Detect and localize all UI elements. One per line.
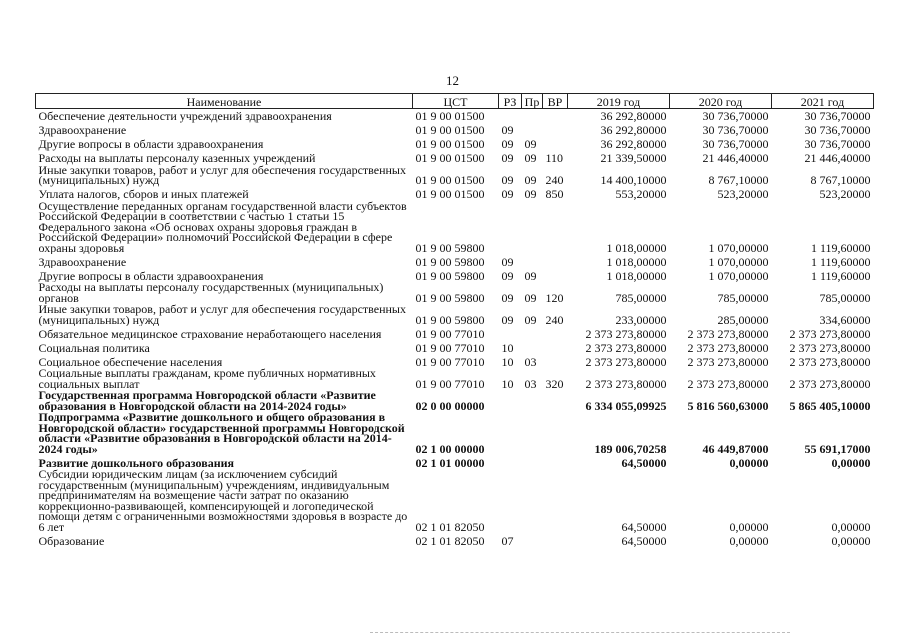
- row-value-2020: 46 449,87000: [702, 441, 769, 455]
- row-value-2020: 2 373 273,80000: [687, 354, 769, 368]
- row-pr: 09: [524, 137, 537, 151]
- row-vr: 320: [545, 376, 564, 390]
- header-pr: Пр: [522, 94, 543, 109]
- table-row: [36, 412, 874, 455]
- row-name: Подпрограмма «Развитие дошкольного и общего образования в Новгородской области» государственной программы Новгородской области «Развитие образования в Новгородской области на 2014-2024 годы»: [38, 412, 405, 455]
- row-value-2020: 1 070,00000: [708, 240, 769, 254]
- row-value-2019: 189 006,70258: [594, 441, 667, 455]
- row-rz: 09: [501, 173, 514, 187]
- row-pr: [522, 469, 543, 533]
- row-vr: 120: [545, 290, 564, 304]
- row-value-2021: 8 767,10000: [810, 173, 871, 187]
- header-rz: РЗ: [499, 94, 522, 109]
- row-value-2021: 2 373 273,80000: [789, 340, 871, 354]
- row-value-2019: 36 292,80000: [600, 109, 667, 123]
- row-vr: [543, 268, 568, 282]
- row-name: Социальное обеспечение населения: [38, 354, 223, 368]
- row-cst: 01 9 00 01500: [415, 173, 485, 187]
- row-value-2020: 30 736,70000: [702, 137, 769, 151]
- table-row: [36, 282, 874, 304]
- row-vr: [543, 201, 568, 255]
- scan-artifact-line: [370, 632, 790, 634]
- row-value-2020: 8 767,10000: [708, 173, 769, 187]
- row-rz: 10: [501, 376, 514, 390]
- row-rz: 10: [501, 340, 514, 354]
- row-value-2020: 0,00000: [729, 519, 769, 533]
- row-cst: 02 1 01 00000: [415, 455, 485, 469]
- row-value-2019: 785,00000: [615, 290, 667, 304]
- row-name: Другие вопросы в области здравоохранения: [38, 268, 264, 282]
- row-vr: [543, 109, 568, 123]
- row-name: Субсидии юридическим лицам (за исключением субсидий государственным (муниципальным) учреждениям, индивидуальным предпринимателям на возмещение части затрат по оказанию коррекционно-развивающей, компенсирующей и логопедической помощи детям с ограниченными возможностями здоровья в возрасте до 6 лет: [38, 469, 408, 533]
- row-pr: [522, 390, 543, 412]
- row-value-2020: 1 070,00000: [708, 254, 769, 268]
- table-row: [36, 390, 874, 412]
- row-value-2020: 2 373 273,80000: [687, 376, 769, 390]
- row-pr: 09: [524, 173, 537, 187]
- row-name: Социальная политика: [38, 340, 150, 354]
- row-pr: [522, 254, 543, 268]
- table-row: [36, 165, 874, 187]
- row-value-2021: 21 446,40000: [804, 151, 871, 165]
- row-value-2021: 30 736,70000: [804, 137, 871, 151]
- row-name: Осуществление переданных органам государственной власти субъектов Российской Федерации в соответствии с частью 1 статьи 15 Федерального закона «Об основах охраны здоровья граждан в Российской Федерации» полномочий Российской Федерации в сфере охраны здоровья: [38, 200, 407, 254]
- row-value-2019: 2 373 273,80000: [585, 326, 667, 340]
- row-vr: 850: [545, 187, 564, 201]
- row-vr: [543, 340, 568, 354]
- row-cst: 01 9 00 01500: [415, 123, 485, 137]
- header-2021: 2021 год: [772, 94, 874, 109]
- row-value-2021: 2 373 273,80000: [789, 376, 871, 390]
- row-vr: [543, 412, 568, 455]
- row-value-2019: 1 018,00000: [606, 254, 667, 268]
- table-body: [36, 109, 874, 548]
- row-value-2021: 5 865 405,10000: [789, 398, 871, 412]
- row-vr: [543, 533, 568, 547]
- row-value-2021: 0,00000: [831, 455, 871, 469]
- table-row: [36, 340, 874, 354]
- row-value-2020: 785,00000: [717, 290, 769, 304]
- row-value-2020: 30 736,70000: [702, 109, 769, 123]
- row-rz: [499, 109, 522, 123]
- row-value-2019: 233,00000: [615, 312, 667, 326]
- row-name: Обязательное медицинское страхование неработающего населения: [38, 326, 382, 340]
- row-cst: 01 9 00 01500: [415, 151, 485, 165]
- row-cst: 01 9 00 59800: [415, 268, 485, 282]
- header-name: Наименование: [36, 94, 413, 109]
- row-pr: [522, 326, 543, 340]
- row-value-2021: 30 736,70000: [804, 123, 871, 137]
- row-rz: [499, 390, 522, 412]
- row-pr: [522, 533, 543, 547]
- row-vr: [543, 254, 568, 268]
- table-row: [36, 455, 874, 469]
- row-rz: [499, 455, 522, 469]
- row-rz: 09: [501, 254, 514, 268]
- row-value-2019: 64,50000: [621, 519, 667, 533]
- row-rz: [499, 326, 522, 340]
- row-value-2021: 1 119,60000: [810, 268, 871, 282]
- row-pr: [522, 340, 543, 354]
- row-name: Государственная программа Новгородской области «Развитие образования в Новгородской области на 2014-2024 годы»: [38, 390, 376, 412]
- row-pr: 09: [524, 268, 537, 282]
- row-value-2021: 0,00000: [831, 533, 871, 547]
- table-row: [36, 137, 874, 151]
- table-row: [36, 533, 874, 547]
- row-value-2019: 2 373 273,80000: [585, 340, 667, 354]
- row-cst: 02 0 00 00000: [415, 398, 485, 412]
- row-cst: 01 9 00 77010: [415, 376, 485, 390]
- row-cst: 01 9 00 01500: [415, 109, 485, 123]
- row-cst: 01 9 00 59800: [415, 240, 485, 254]
- row-cst: 01 9 00 77010: [415, 340, 485, 354]
- row-cst: 02 1 01 82050: [415, 533, 485, 547]
- header-2019: 2019 год: [568, 94, 670, 109]
- row-value-2021: 0,00000: [831, 519, 871, 533]
- row-pr: 09: [524, 187, 537, 201]
- table-row: [36, 201, 874, 255]
- table-row: [36, 123, 874, 137]
- row-cst: 01 9 00 01500: [415, 187, 485, 201]
- row-value-2019: 36 292,80000: [600, 137, 667, 151]
- row-value-2019: 553,20000: [615, 187, 667, 201]
- row-value-2019: 6 334 055,09925: [585, 398, 667, 412]
- table-row: [36, 151, 874, 165]
- row-vr: [543, 469, 568, 533]
- row-value-2019: 64,50000: [621, 533, 667, 547]
- row-name: Здравоохранение: [38, 123, 127, 137]
- row-value-2020: 0,00000: [729, 533, 769, 547]
- row-rz: 09: [501, 312, 514, 326]
- row-value-2020: 2 373 273,80000: [687, 340, 769, 354]
- row-cst: 01 9 00 01500: [415, 137, 485, 151]
- row-pr: [522, 109, 543, 123]
- row-value-2021: 1 119,60000: [810, 240, 871, 254]
- row-value-2019: 14 400,10000: [600, 173, 667, 187]
- row-vr: [543, 455, 568, 469]
- row-rz: 09: [501, 290, 514, 304]
- row-pr: [522, 123, 543, 137]
- row-value-2021: 785,00000: [819, 290, 871, 304]
- row-pr: 09: [524, 151, 537, 165]
- row-value-2021: 2 373 273,80000: [789, 354, 871, 368]
- row-rz: 09: [501, 123, 514, 137]
- row-name: Здравоохранение: [38, 254, 127, 268]
- row-vr: 240: [545, 312, 564, 326]
- row-pr: 03: [524, 376, 537, 390]
- row-value-2020: 2 373 273,80000: [687, 326, 769, 340]
- row-vr: [543, 354, 568, 368]
- row-vr: 240: [545, 173, 564, 187]
- header-vr: ВР: [543, 94, 568, 109]
- row-vr: [543, 137, 568, 151]
- row-rz: 10: [501, 354, 514, 368]
- page-number: 12: [446, 73, 459, 88]
- row-name: Образование: [38, 533, 105, 547]
- row-rz: [499, 469, 522, 533]
- row-cst: 01 9 00 59800: [415, 254, 485, 268]
- row-rz: 07: [501, 533, 514, 547]
- row-cst: 02 1 00 00000: [415, 441, 485, 455]
- row-name: Расходы на выплаты персоналу государственных (муниципальных) органов: [38, 282, 384, 304]
- row-name: Уплата налогов, сборов и иных платежей: [38, 187, 249, 201]
- row-vr: 110: [545, 151, 564, 165]
- row-vr: [543, 123, 568, 137]
- table-row: [36, 354, 874, 368]
- row-pr: [522, 455, 543, 469]
- row-name: Другие вопросы в области здравоохранения: [38, 137, 264, 151]
- row-value-2020: 523,20000: [717, 187, 769, 201]
- row-value-2019: 64,50000: [621, 455, 667, 469]
- row-rz: 09: [501, 268, 514, 282]
- budget-table: [35, 93, 874, 547]
- row-value-2020: 0,00000: [729, 455, 769, 469]
- row-value-2020: 30 736,70000: [702, 123, 769, 137]
- row-value-2019: 21 339,50000: [600, 151, 667, 165]
- row-value-2019: 1 018,00000: [606, 240, 667, 254]
- row-value-2020: 285,00000: [717, 312, 769, 326]
- row-rz: [499, 201, 522, 255]
- table-row: [36, 326, 874, 340]
- row-value-2021: 1 119,60000: [810, 254, 871, 268]
- row-value-2019: 1 018,00000: [606, 268, 667, 282]
- row-vr: [543, 390, 568, 412]
- row-name: Иные закупки товаров, работ и услуг для обеспечения государственных (муниципальных) нужд: [38, 164, 406, 187]
- row-value-2021: 523,20000: [819, 187, 871, 201]
- row-pr: [522, 412, 543, 455]
- row-value-2021: 30 736,70000: [804, 109, 871, 123]
- row-pr: 09: [524, 312, 537, 326]
- row-name: Расходы на выплаты персоналу казенных учреждений: [38, 151, 316, 165]
- row-pr: [522, 201, 543, 255]
- row-value-2021: 55 691,17000: [804, 441, 871, 455]
- table-header: [36, 94, 874, 109]
- table-row: [36, 469, 874, 533]
- row-cst: 01 9 00 77010: [415, 326, 485, 340]
- table-row: [36, 109, 874, 123]
- row-rz: [499, 412, 522, 455]
- row-rz: 09: [501, 137, 514, 151]
- row-value-2020: 1 070,00000: [708, 268, 769, 282]
- row-name: Иные закупки товаров, работ и услуг для обеспечения государственных (муниципальных) нужд: [38, 304, 406, 326]
- row-value-2020: 5 816 560,63000: [687, 398, 769, 412]
- row-vr: [543, 326, 568, 340]
- table-row: [36, 304, 874, 326]
- header-2020: 2020 год: [670, 94, 772, 109]
- row-cst: 01 9 00 77010: [415, 354, 485, 368]
- table-row: [36, 368, 874, 390]
- row-pr: 03: [524, 354, 537, 368]
- row-rz: 09: [501, 151, 514, 165]
- row-value-2019: 2 373 273,80000: [585, 354, 667, 368]
- table-row: [36, 268, 874, 282]
- row-value-2021: 334,60000: [819, 312, 871, 326]
- row-name: Развитие дошкольного образования: [38, 455, 235, 469]
- row-cst: 02 1 01 82050: [415, 519, 485, 533]
- table-row: [36, 254, 874, 268]
- row-value-2020: 21 446,40000: [702, 151, 769, 165]
- row-pr: 09: [524, 290, 537, 304]
- row-name: Социальные выплаты гражданам, кроме публичных нормативных социальных выплат: [38, 368, 376, 390]
- table-row: [36, 187, 874, 201]
- row-name: Обеспечение деятельности учреждений здравоохранения: [38, 109, 332, 123]
- row-cst: 01 9 00 59800: [415, 312, 485, 326]
- header-cst: ЦСТ: [413, 94, 499, 109]
- row-value-2019: 2 373 273,80000: [585, 376, 667, 390]
- row-rz: 09: [501, 187, 514, 201]
- row-value-2019: 36 292,80000: [600, 123, 667, 137]
- row-cst: 01 9 00 59800: [415, 290, 485, 304]
- row-value-2021: 2 373 273,80000: [789, 326, 871, 340]
